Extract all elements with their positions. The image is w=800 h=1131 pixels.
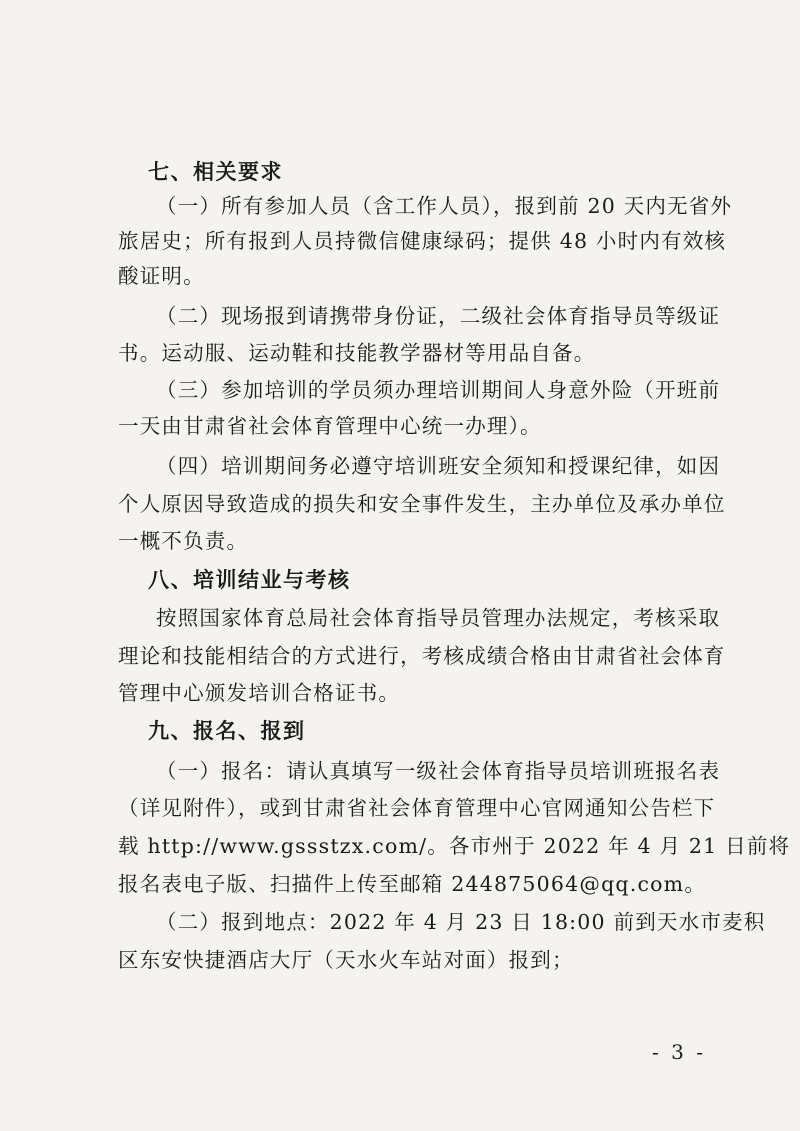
paragraph-line: 载 http://www.gssstzx.com/。各市州于 2022 年 4 月 21 日前将 bbox=[118, 834, 791, 858]
section-heading-8: 八、培训结业与考核 bbox=[148, 568, 351, 592]
paragraph-line: 旅居史；所有报到人员持微信健康绿码；提供 48 小时内有效核 bbox=[118, 229, 727, 253]
page-number: - 3 - bbox=[652, 1040, 706, 1064]
paragraph-line: 按照国家体育总局社会体育指导员管理办法规定，考核采取 bbox=[156, 606, 721, 630]
paragraph-line: （三）参加培训的学员须办理培训期间人身意外险（开班前 bbox=[156, 378, 721, 402]
paragraph-line: 管理中心颁发培训合格证书。 bbox=[118, 681, 401, 705]
paragraph-line: （一）报名：请认真填写一级社会体育指导员培训班报名表 bbox=[156, 759, 721, 783]
paragraph-line: 一概不负责。 bbox=[118, 529, 249, 553]
section-heading-7: 七、相关要求 bbox=[148, 160, 283, 184]
paragraph-line: 书。运动服、运动鞋和技能教学器材等用品自备。 bbox=[118, 341, 596, 365]
paragraph-line: 个人原因导致造成的损失和安全事件发生，主办单位及承办单位 bbox=[118, 492, 726, 516]
paragraph-line: （二）现场报到请携带身份证，二级社会体育指导员等级证 bbox=[156, 304, 721, 328]
paragraph-line: （二）报到地点：2022 年 4 月 23 日 18:00 前到天水市麦积 bbox=[156, 910, 766, 934]
paragraph-line: （一）所有参加人员（含工作人员），报到前 20 天内无省外 bbox=[156, 194, 733, 218]
paragraph-line: （四）培训期间务必遵守培训班安全须知和授课纪律，如因 bbox=[156, 454, 721, 478]
paragraph-line: 酸证明。 bbox=[118, 264, 205, 288]
paragraph-line: （详见附件），或到甘肃省社会体育管理中心官网通知公告栏下 bbox=[118, 796, 716, 820]
paragraph-line: 一天由甘肃省社会体育管理中心统一办理）。 bbox=[118, 414, 542, 438]
paragraph-line: 报名表电子版、扫描件上传至邮箱 244875064@qq.com。 bbox=[118, 872, 707, 896]
paragraph-line: 理论和技能相结合的方式进行，考核成绩合格由甘肃省社会体育 bbox=[118, 644, 726, 668]
paragraph-line: 区东安快捷酒店大厅（天水火车站对面）报到； bbox=[118, 948, 574, 972]
section-heading-9: 九、报名、报到 bbox=[148, 719, 306, 743]
